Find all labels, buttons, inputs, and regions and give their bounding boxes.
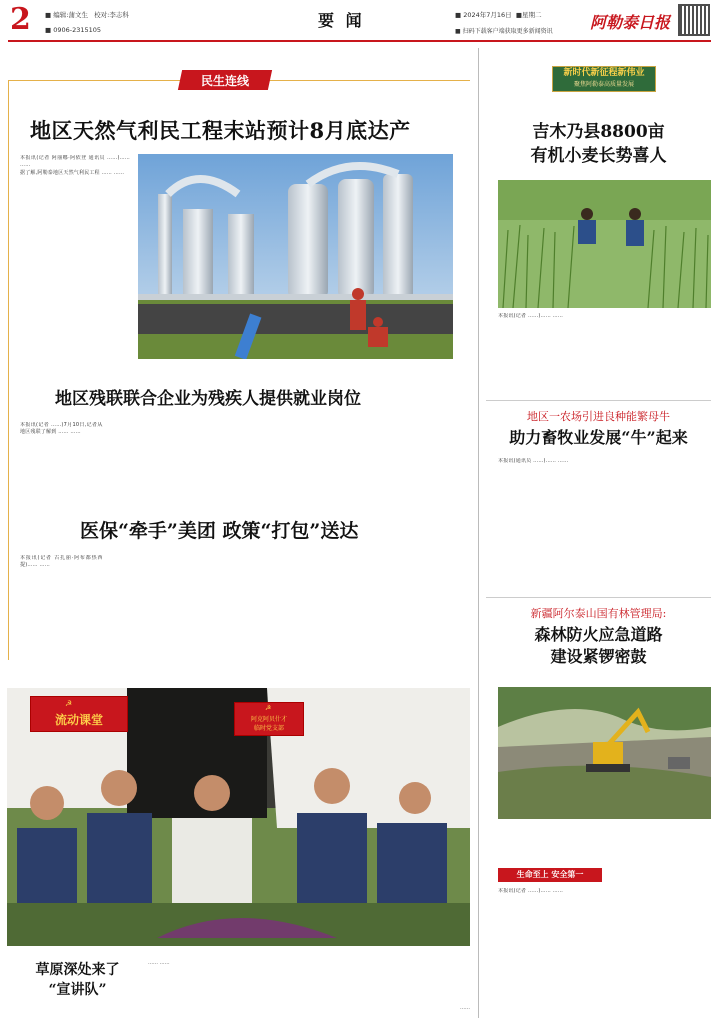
sidebar-story2-kicker: 地区一农场引进良种能繁母牛: [527, 410, 670, 423]
bottom-credit: ……: [460, 1005, 470, 1011]
column-divider: [478, 48, 479, 1018]
date-line: [455, 10, 541, 19]
sidebar-story1-body-text: 本报讯(记者 ……)…… ……: [498, 313, 564, 319]
story3-body-text: 本报讯(记者 古扎丽·阿布都热西提)…… ……: [20, 555, 103, 569]
sidebar-story3-body-text: 本报讯(记者 ……)…… ……: [498, 888, 564, 894]
story3-body: [20, 555, 465, 653]
excavator-road-photo: [498, 687, 711, 819]
sidebar-story1-headline-line1: 吉木乃县8800亩: [532, 122, 665, 142]
sidebar-rule-1: [486, 400, 711, 401]
story2-headline: 地区残联联合企业为残疾人提供就业岗位: [55, 389, 361, 409]
sidebar-story3-headline-line2: 建设紧锣密鼓: [550, 647, 647, 666]
weekday-icon: ■: [515, 11, 522, 19]
wheat-photo: [498, 180, 711, 308]
party-emblem-icon: ☭: [65, 699, 73, 708]
download-icon: ■: [455, 28, 461, 35]
lead-body-text-2: 据了解,阿勒泰地区天然气利民工程 …… ……: [20, 169, 125, 176]
sidebar-banner-subtext: 聚焦阿勒泰高质量发展: [573, 81, 634, 88]
editor-name: 蒲文生: [68, 11, 88, 19]
weekday: 星期二: [521, 11, 542, 19]
story2-body-text: 本报讯(记者 ……)7月10日,记者从地区残联了解到 …… ……: [20, 422, 103, 436]
lead-tag-text: 民生连线: [200, 74, 249, 88]
sidebar-story3-headline-line1: 森林防火应急道路: [534, 625, 663, 644]
calendar-icon: ■: [455, 11, 462, 19]
section-title: 要 闻: [318, 11, 365, 30]
qr-code-icon[interactable]: [678, 4, 710, 36]
gas-station-photo: [138, 154, 453, 359]
page-number: 2: [10, 2, 31, 37]
party-branch-emblem-icon: ☭: [265, 704, 272, 712]
phone-line: [45, 26, 101, 34]
bottom-headline-line1: 草原深处来了: [35, 962, 120, 978]
sidebar-banner: [552, 66, 656, 92]
lead-headline: 地区天然气利民工程末站预计8月底达产: [30, 118, 411, 143]
bottom-caption-text: …… ……: [148, 960, 170, 966]
story3-headline: 医保“牵手”美团 政策“打包”送达: [80, 520, 359, 542]
bottom-caption: [148, 960, 470, 1002]
sidebar-story1-headline-line2: 有机小麦长势喜人: [530, 146, 667, 166]
sidebar-story2-headline: 助力畜牧业发展“牛”起来: [509, 428, 688, 447]
sidebar-story1-headline: [486, 120, 711, 168]
lead-photo: [138, 154, 453, 359]
phone-icon: ■: [45, 26, 52, 34]
sidebar-story2-body-text: 本报讯(通讯员 ……)…… ……: [498, 458, 569, 464]
safety-tag-text: 生命至上 安全第一: [516, 870, 584, 879]
proof-label: 校对:: [94, 11, 110, 19]
editor-line: [45, 10, 129, 19]
sidebar-story3-kicker: 新疆阿尔泰山国有林管理局:: [530, 607, 667, 620]
edit-icon: ■: [45, 11, 52, 19]
lead-body: [20, 155, 130, 365]
date: 2024年7月16日: [463, 11, 512, 19]
sidebar-story2-body: [498, 458, 711, 588]
excavator-photo: [498, 687, 711, 819]
sidebar-rule-2: [486, 597, 711, 598]
proof-name: 李志科: [109, 11, 129, 19]
lead-body-text: 本报讯(记者 阿丽娜·阿依登 通讯员 ……)…… ……: [20, 155, 130, 169]
phone-number: 0906-2315105: [53, 26, 102, 34]
party-branch-banner-line1: 阿克阿贝什才: [250, 716, 287, 723]
qr-note: [455, 26, 553, 35]
sidebar-story3-body: [498, 888, 711, 1018]
sidebar-story1-body: [498, 313, 711, 393]
safety-tag: [498, 868, 602, 882]
party-branch-banner-line2: 临时党支部: [253, 725, 284, 732]
masthead: [0, 0, 717, 40]
bottom-headline-line2: “宣讲队”: [48, 982, 107, 998]
sidebar-story3-headline: [486, 624, 711, 668]
bottom-headline: [20, 960, 135, 1000]
qr-note-text: 扫码下载客户端获取更多新闻资讯: [462, 28, 553, 35]
flow-class-banner: [30, 696, 128, 732]
wheat-field-photo: [498, 180, 711, 308]
masthead-rule: [8, 40, 711, 42]
paper-logo: 阿勒泰日报: [590, 13, 671, 32]
editor-label: 编辑:: [53, 11, 69, 19]
flow-class-banner-text: 流动课堂: [54, 713, 103, 727]
party-branch-banner: [234, 702, 304, 736]
story2-body: [20, 422, 465, 502]
sidebar-banner-text: 新时代新征程新伟业: [563, 68, 645, 78]
